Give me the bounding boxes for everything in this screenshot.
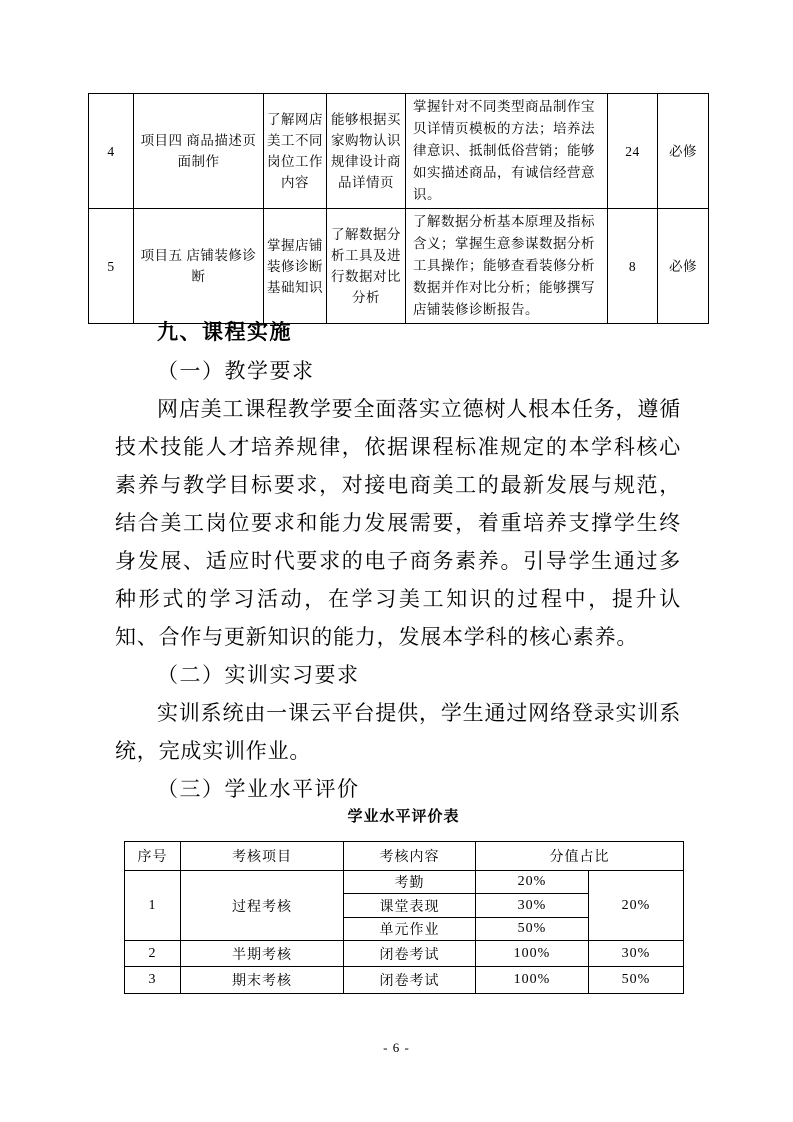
training-paragraph: 实训系统由一课云平台提供，学生通过网络登录实训系统，完成实训作业。 — [115, 701, 681, 763]
cell-value: 20% — [476, 871, 589, 894]
table-row — [89, 209, 709, 324]
cell-project-name: 项目五 店铺装修诊断 — [134, 209, 264, 324]
subsection-teaching-title: （一）教学要求 — [157, 359, 315, 383]
cell-course-type: 必修 — [658, 94, 709, 209]
cell-total-ratio: 20% — [589, 871, 684, 941]
cell-value: 100% — [476, 967, 589, 994]
cell-content: 课堂表现 — [344, 894, 476, 918]
table-header-row — [125, 842, 684, 871]
page-number: - 6 - — [383, 1040, 410, 1055]
cell-skill-goal: 能够根据买家购物认识规律设计商品详情页 — [327, 94, 406, 209]
cell-row-no: 4 — [89, 94, 134, 209]
cell-content: 闭卷考试 — [344, 967, 476, 994]
cell-skill-goal: 了解数据分析工具及进行数据对比分析 — [327, 209, 406, 324]
table-row — [89, 94, 709, 209]
table-row — [125, 967, 684, 994]
cell-row-no: 5 — [89, 209, 134, 324]
cell-knowledge-goal: 掌握店铺装修诊断基础知识 — [264, 209, 327, 324]
header-content: 考核内容 — [344, 842, 476, 871]
cell-requirements: 掌握针对不同类型商品制作宝贝详情页模板的方法；培养法律意识、抵制低俗营销；能够如实描述商品，有诚信经营意识。 — [406, 94, 608, 209]
teaching-paragraph: 网店美工课程教学要全面落实立德树人根本任务，遵循技术技能人才培养规律，依据课程标准规定的本学科核心素养与教学目标要求，对接电商美工的最新发展与规范，结合美工岗位要求和能力发展需要，着重培养支撑学生终身发展、适应时代要求的电子商务素养。引导学生通过多种形式的学习活动，在学习美工知识的过程中，提升认知、合作与更新知识的能力，发展本学科的核心素养。 — [115, 397, 681, 649]
cell-value: 30% — [476, 894, 589, 918]
cell-project-name: 项目四 商品描述页面制作 — [134, 94, 264, 209]
evaluation-table-title: 学业水平评价表 — [347, 808, 460, 825]
cell-row-no: 3 — [125, 967, 181, 994]
cell-project: 半期考核 — [181, 941, 344, 967]
cell-knowledge-goal: 了解网店美工不同岗位工作内容 — [264, 94, 327, 209]
header-ratio: 分值占比 — [476, 842, 684, 871]
subsection-training-title: （二）实训实习要求 — [157, 663, 360, 687]
cell-requirements: 了解数据分析基本原理及指标含义；掌握生意参谋数据分析工具操作；能够查看装修分析数据并作对比分析；能够撰写店铺装修诊断报告。 — [406, 209, 608, 324]
section-heading: 九、课程实施 — [157, 321, 292, 344]
cell-value: 50% — [476, 918, 589, 941]
cell-total-ratio: 50% — [589, 967, 684, 994]
cell-content: 考勤 — [344, 871, 476, 894]
header-no: 序号 — [125, 842, 181, 871]
cell-hours: 8 — [608, 209, 658, 324]
cell-value: 100% — [476, 941, 589, 967]
cell-total-ratio: 30% — [589, 941, 684, 967]
cell-project: 过程考核 — [181, 871, 344, 941]
table-row — [125, 871, 684, 894]
subsection-evaluation-title: （三）学业水平评价 — [157, 777, 360, 801]
course-content-table — [88, 93, 709, 324]
table-row — [125, 941, 684, 967]
cell-row-no: 1 — [125, 871, 181, 941]
cell-hours: 24 — [608, 94, 658, 209]
body-text-block — [115, 314, 681, 808]
cell-row-no: 2 — [125, 941, 181, 967]
cell-content: 单元作业 — [344, 918, 476, 941]
header-project: 考核项目 — [181, 842, 344, 871]
evaluation-table — [124, 841, 684, 994]
cell-project: 期末考核 — [181, 967, 344, 994]
cell-content: 闭卷考试 — [344, 941, 476, 967]
cell-course-type: 必修 — [658, 209, 709, 324]
